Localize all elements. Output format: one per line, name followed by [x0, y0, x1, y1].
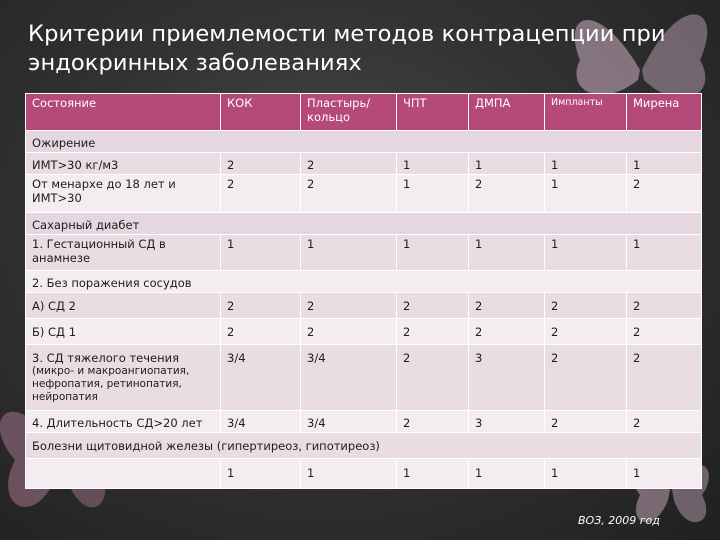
source-caption: ВОЗ, 2009 год: [578, 514, 660, 527]
header-coc: КОК: [221, 94, 301, 131]
header-implants: Импланты: [545, 94, 627, 131]
section-row: [26, 131, 702, 153]
cell-value: 2: [627, 319, 702, 345]
row-label: ИМТ>30 кг/м3: [26, 153, 221, 175]
cell-value: 1: [397, 153, 469, 175]
cell-value: 2: [545, 319, 627, 345]
row-label: [26, 345, 221, 411]
cell-value: 1: [545, 175, 627, 213]
table-row: [26, 153, 702, 175]
table-row: [26, 319, 702, 345]
cell-value: 3: [469, 345, 545, 411]
cell-value: 3: [469, 411, 545, 433]
cell-value: 1: [221, 459, 301, 489]
header-mirena: Мирена: [627, 94, 702, 131]
cell-value: 1: [397, 235, 469, 271]
section-label: Ожирение: [26, 131, 702, 153]
header-condition: Состояние: [26, 94, 221, 131]
cell-value: 2: [469, 293, 545, 319]
table-row: [26, 293, 702, 319]
cell-value: 2: [627, 175, 702, 213]
cell-value: 3/4: [301, 345, 397, 411]
cell-value: 2: [397, 293, 469, 319]
cell-value: 2: [627, 293, 702, 319]
table-row: [26, 345, 702, 411]
cell-value: 2: [301, 175, 397, 213]
section-row: [26, 433, 702, 459]
cell-value: 2: [221, 175, 301, 213]
cell-value: 2: [545, 345, 627, 411]
cell-value: 1: [627, 153, 702, 175]
row-label: А) СД 2: [26, 293, 221, 319]
cell-value: 1: [627, 459, 702, 489]
table-row: [26, 459, 702, 489]
cell-value: 1: [469, 235, 545, 271]
cell-value: 3/4: [221, 411, 301, 433]
cell-value: 1: [301, 459, 397, 489]
row-label: 4. Длительность СД>20 лет: [26, 411, 221, 433]
cell-value: 2: [545, 411, 627, 433]
cell-value: 1: [397, 459, 469, 489]
section-row: [26, 213, 702, 235]
cell-value: 1: [301, 235, 397, 271]
section-label: Сахарный диабет: [26, 213, 702, 235]
cell-value: 2: [469, 319, 545, 345]
row-label: Б) СД 1: [26, 319, 221, 345]
cell-value: 2: [627, 411, 702, 433]
cell-value: 1: [469, 153, 545, 175]
cell-value: 2: [397, 345, 469, 411]
cell-value: 2: [397, 319, 469, 345]
cell-value: 2: [301, 293, 397, 319]
section-row: [26, 271, 702, 293]
cell-value: 1: [397, 175, 469, 213]
slide-title: Критерии приемлемости методов контрацепции при эндокринных заболеваниях: [28, 21, 666, 76]
cell-value: 1: [469, 459, 545, 489]
cell-value: 2: [301, 319, 397, 345]
row-label: От менархе до 18 лет и ИМТ>30: [26, 175, 221, 213]
cell-value: 2: [397, 411, 469, 433]
row-label: 1. Гестационный СД в анамнезе: [26, 235, 221, 271]
cell-value: 2: [221, 153, 301, 175]
section-label: Болезни щитовидной железы (гипертиреоз, гипотиреоз): [26, 433, 702, 459]
table-row: [26, 175, 702, 213]
cell-value: 3/4: [221, 345, 301, 411]
cell-value: 2: [627, 345, 702, 411]
eligibility-table: [25, 93, 702, 489]
header-dmpa: ДМПА: [469, 94, 545, 131]
cell-value: 2: [469, 175, 545, 213]
header-pop: ЧПТ: [397, 94, 469, 131]
row-label-detail: (микро- и макроангиопатия, нефропатия, ретинопатия, нейропатия: [32, 365, 190, 403]
cell-value: 2: [301, 153, 397, 175]
cell-value: 2: [221, 293, 301, 319]
cell-value: 1: [221, 235, 301, 271]
cell-value: 2: [221, 319, 301, 345]
cell-value: 1: [545, 153, 627, 175]
cell-value: 2: [545, 293, 627, 319]
row-label-main: 3. СД тяжелого течения: [32, 351, 180, 365]
table-header-row: [26, 94, 702, 131]
table-row: [26, 411, 702, 433]
cell-value: 1: [545, 459, 627, 489]
section-label: 2. Без поражения сосудов: [26, 271, 702, 293]
row-label: [26, 459, 221, 489]
table-row: [26, 235, 702, 271]
header-patch-ring: Пластырь/ кольцо: [301, 94, 397, 131]
cell-value: 3/4: [301, 411, 397, 433]
cell-value: 1: [627, 235, 702, 271]
cell-value: 1: [545, 235, 627, 271]
